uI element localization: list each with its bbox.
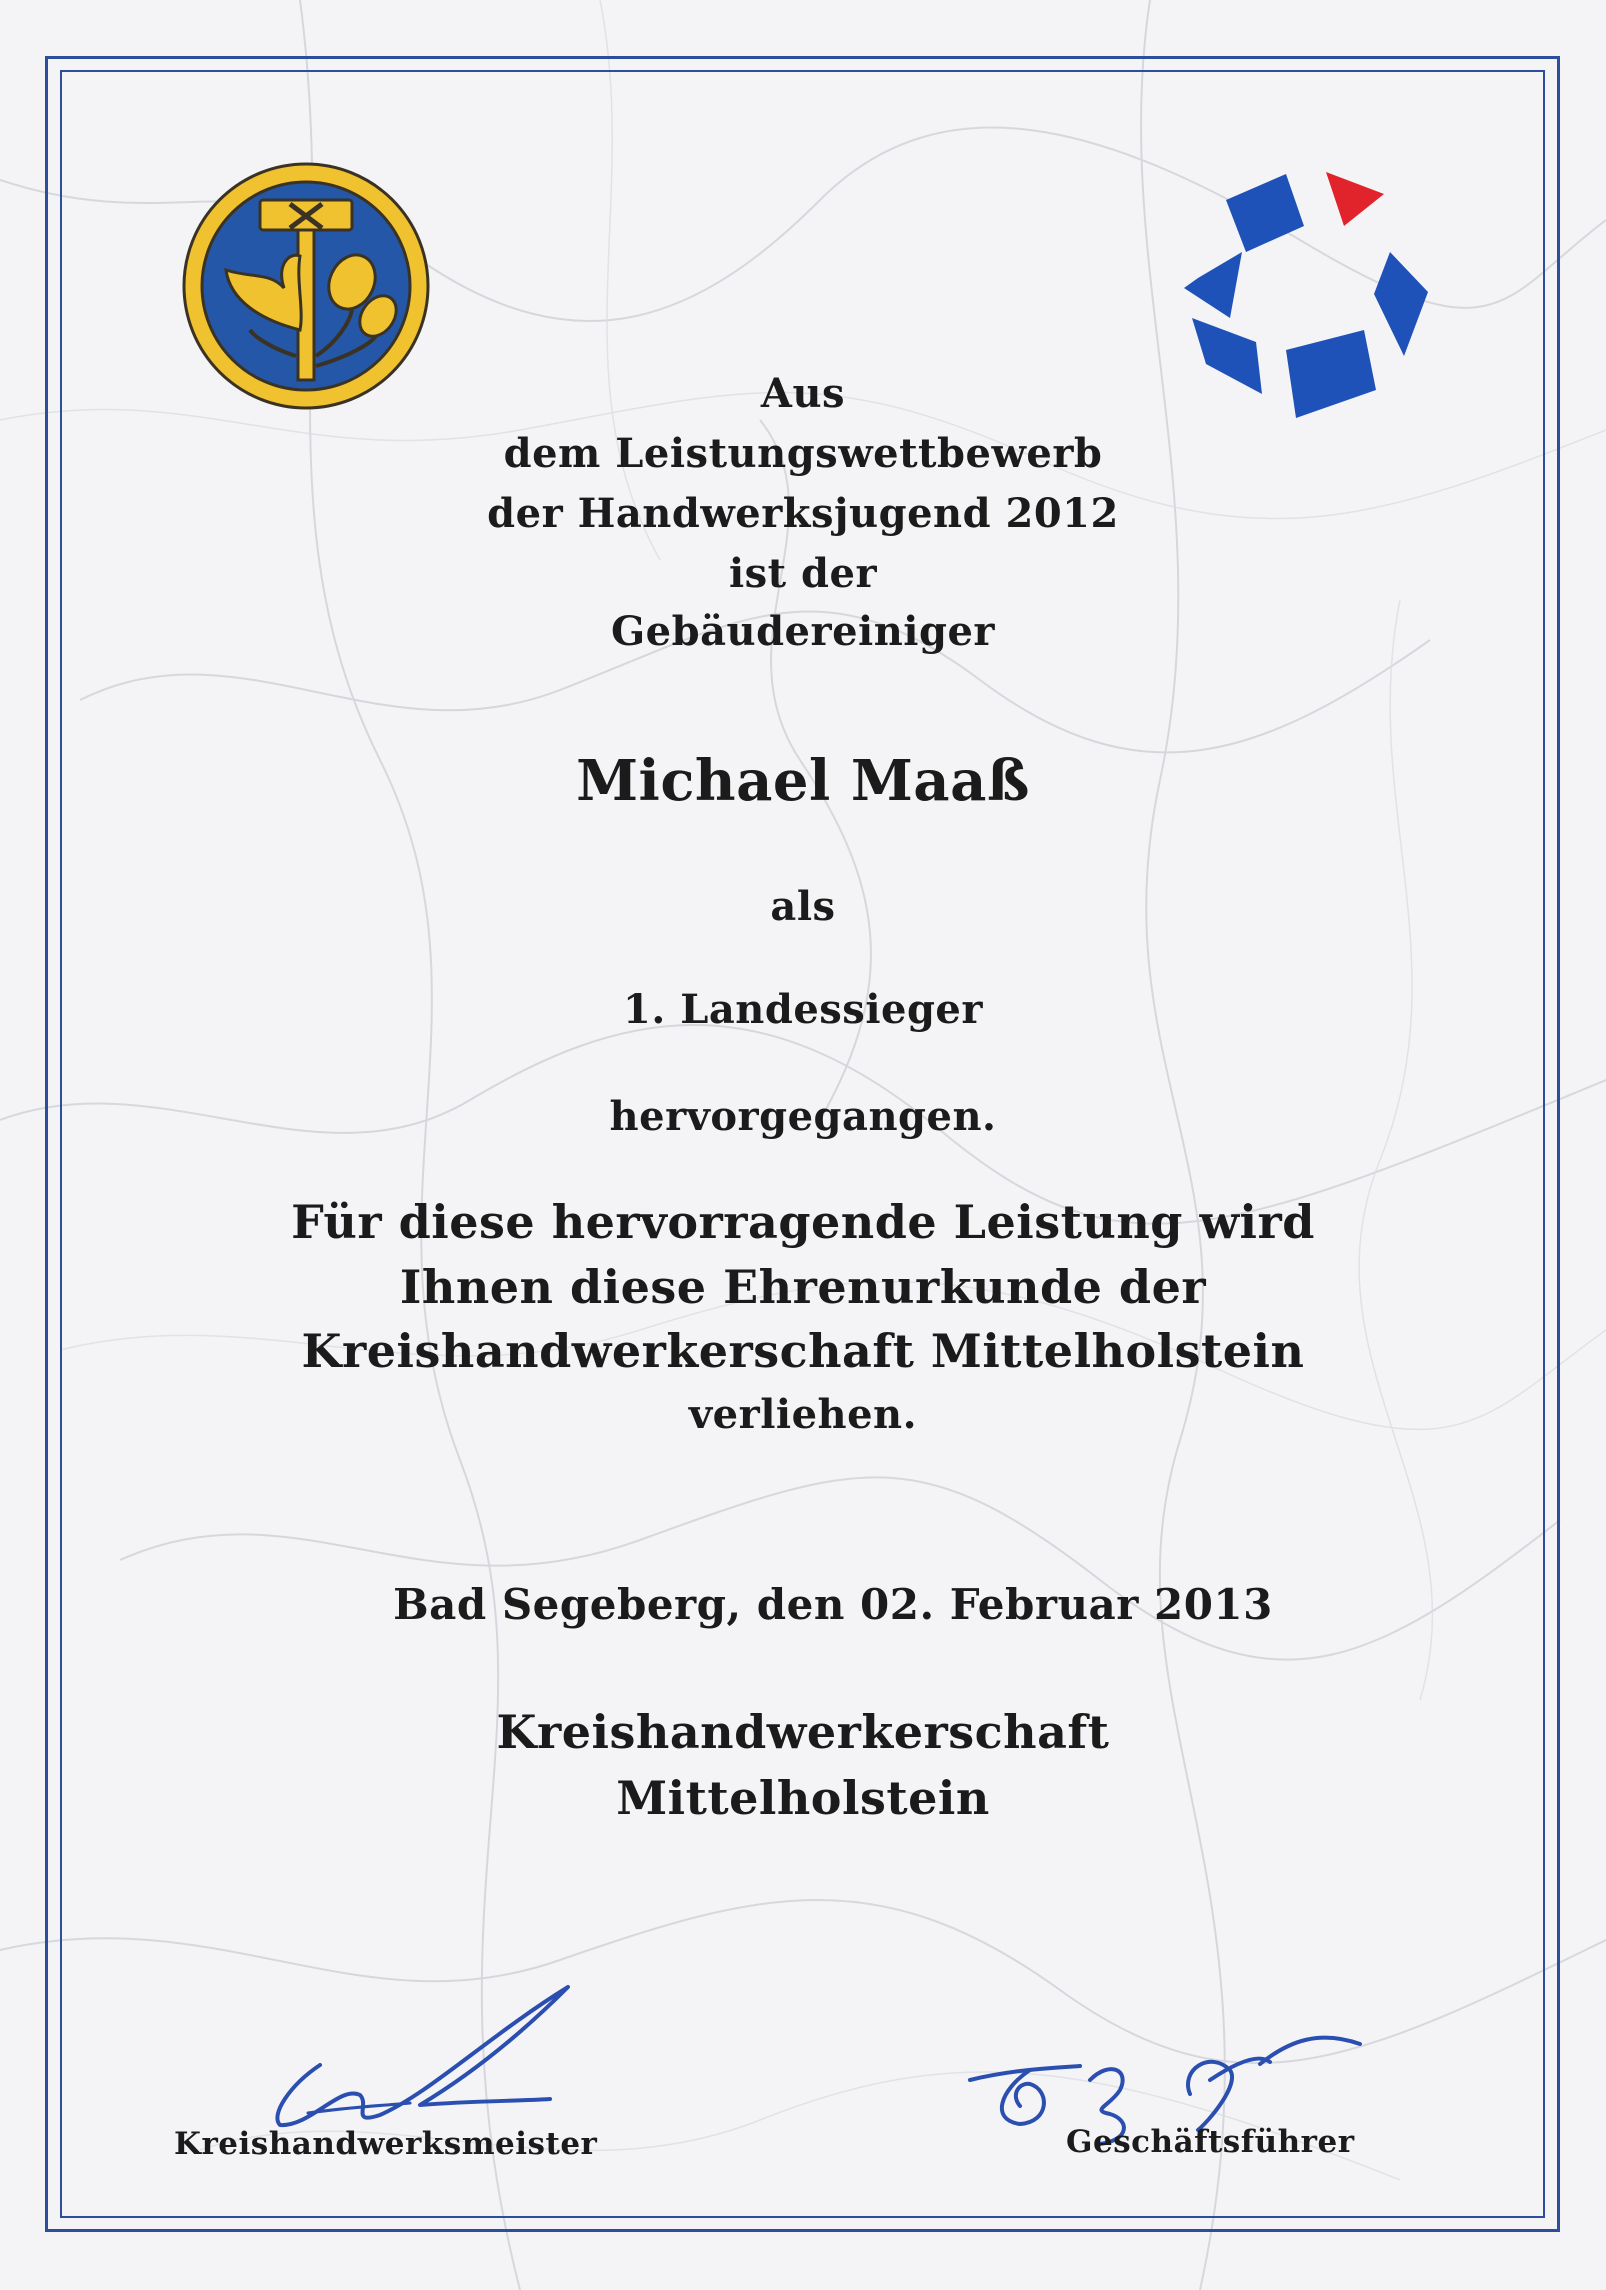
- intro-line: Gebäudereiniger: [611, 608, 995, 655]
- left-signature-label: Kreishandwerksmeister: [174, 2126, 598, 2162]
- issuer-line: Kreishandwerkerschaft: [496, 1705, 1110, 1759]
- as-word: als: [770, 883, 836, 930]
- intro-line: ist der: [728, 550, 878, 597]
- right-signature-label: Geschäftsführer: [1066, 2124, 1355, 2160]
- issuer-line: Mittelholstein: [616, 1771, 990, 1825]
- award-line: Ihnen diese Ehrenurkunde der: [399, 1260, 1207, 1314]
- intro-line: der Handwerksjugend 2012: [487, 490, 1119, 537]
- rank: 1. Landessieger: [623, 986, 983, 1033]
- award-line: verliehen.: [688, 1391, 918, 1438]
- recipient-name: Michael Maaß: [576, 748, 1030, 814]
- intro-line: Aus: [760, 370, 846, 417]
- result-text: hervorgegangen.: [609, 1093, 997, 1140]
- place-date: Bad Segeberg, den 02. Februar 2013: [393, 1580, 1273, 1629]
- award-line: Kreishandwerkerschaft Mittelholstein: [301, 1324, 1305, 1378]
- left-signature: [250, 1975, 590, 2145]
- intro-line: dem Leistungswettbewerb: [503, 430, 1103, 477]
- award-line: Für diese hervorragende Leistung wird: [291, 1195, 1315, 1249]
